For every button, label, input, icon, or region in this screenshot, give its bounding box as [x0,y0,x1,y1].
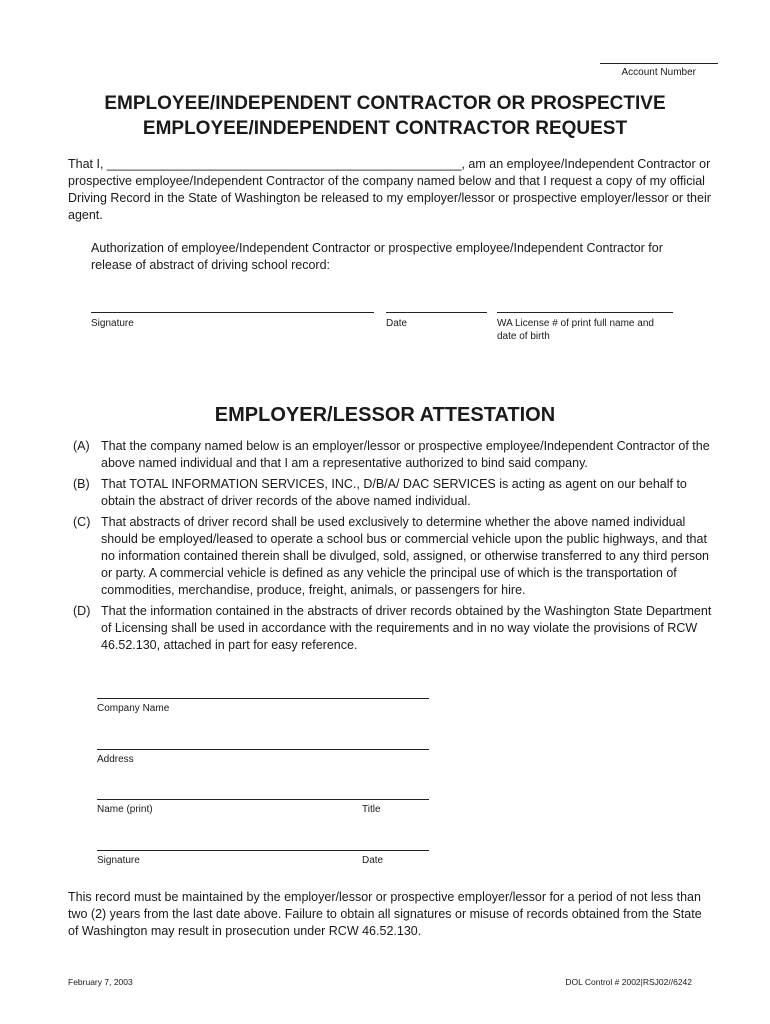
employee-signature-line[interactable] [91,312,374,313]
footer-control-number: DOL Control # 2002|RSJ02//6242 [565,977,692,987]
employer-signature-date-line[interactable] [97,850,429,851]
attestation-item-tag: (D) [73,604,91,618]
request-intro-prefix: That I, [68,157,107,171]
title-label: Title [362,804,381,815]
employer-date-label: Date [362,855,384,866]
account-number-line[interactable] [600,63,718,64]
authorization-text: Authorization of employee/Independent Contractor or prospective employee/Independent Contractor for release of abstract of driving school record: [91,241,663,272]
name-print-label: Name (print) [97,804,153,815]
company-name-line[interactable] [97,698,429,699]
address-label: Address [97,754,134,765]
attestation-item-tag: (C) [73,515,91,529]
company-name-label: Company Name [97,703,170,714]
form-title-line1: EMPLOYEE/INDEPENDENT CONTRACTOR OR PROSPECTIVE [104,93,666,114]
attestation-title: EMPLOYER/LESSOR ATTESTATION [214,404,556,426]
request-line-3: Driving Record in the State of Washington be released to my employer/lessor or prospective employer/lessor or their [68,191,711,205]
attestation-item-text: That the information contained in the abstracts of driver records obtained by the Washington State Department of Licensing shall be used in accordance with the requirements and in no way violate the provisions of RCW 46.52.130, attached in part for easy reference. [101,604,712,652]
retention-notice: This record must be maintained by the employer/lessor or prospective employer/lessor for a period of not less than two (2) years from the last date above. Failure to obtain all signatures or misuse of records obtained from the State of Washington may result in prosecution under RCW 46.52.130. [68,890,702,938]
attestation-item-b [73,476,713,510]
address-line[interactable] [97,749,429,750]
name-title-line[interactable] [97,799,429,800]
employee-date-line[interactable] [386,312,487,313]
request-paragraph [68,156,711,224]
request-line-4: agent. [68,208,103,222]
attestation-item-text: That the company named below is an employer/lessor or prospective employee/Independent Contractor of the above named individual and that I am a representative authorized to bind said company. [101,439,710,470]
employee-date-label: Date [386,318,408,329]
attestation-item-c [73,514,713,599]
attestation-item-a [73,438,713,472]
footer-date: February 7, 2003 [68,977,133,987]
wa-license-label: WA License # of print full name and date of birth [497,318,654,342]
account-number-label: Account Number [621,67,696,78]
wa-license-line[interactable] [497,312,673,313]
employer-signature-label: Signature [97,855,140,866]
attestation-item-tag: (A) [73,439,90,453]
attestation-item-text: That TOTAL INFORMATION SERVICES, INC., D/B/A/ DAC SERVICES is acting as agent on our behalf to obtain the abstract of driver records of the above named individual. [101,477,687,508]
request-line-2: prospective employee/Independent Contractor of the company named below and that I request a copy of my official [68,174,705,188]
attestation-item-text: That abstracts of driver record shall be used exclusively to determine whether the above named individual should be employed/leased to operate a school bus or commercial vehicle upon the public highways, and that no information contained therein shall be divulged, sold, assigned, or otherwise transferred to any third person or party. A commercial vehicle is defined as any vehicle the principal use of which is the transportation of commodities, merchandise, produce, freight, animals, or passengers for hire. [101,515,709,597]
employee-signature-label: Signature [91,318,134,329]
request-intro-suffix: , am an employee/Independent Contractor or [461,157,711,171]
form-title-line2: EMPLOYEE/INDEPENDENT CONTRACTOR REQUEST [142,118,628,139]
attestation-item-tag: (B) [73,477,90,491]
request-line-1 [68,156,711,173]
employee-name-field[interactable]: ___________________________________________________ [106,157,462,171]
attestation-item-d [73,603,713,654]
